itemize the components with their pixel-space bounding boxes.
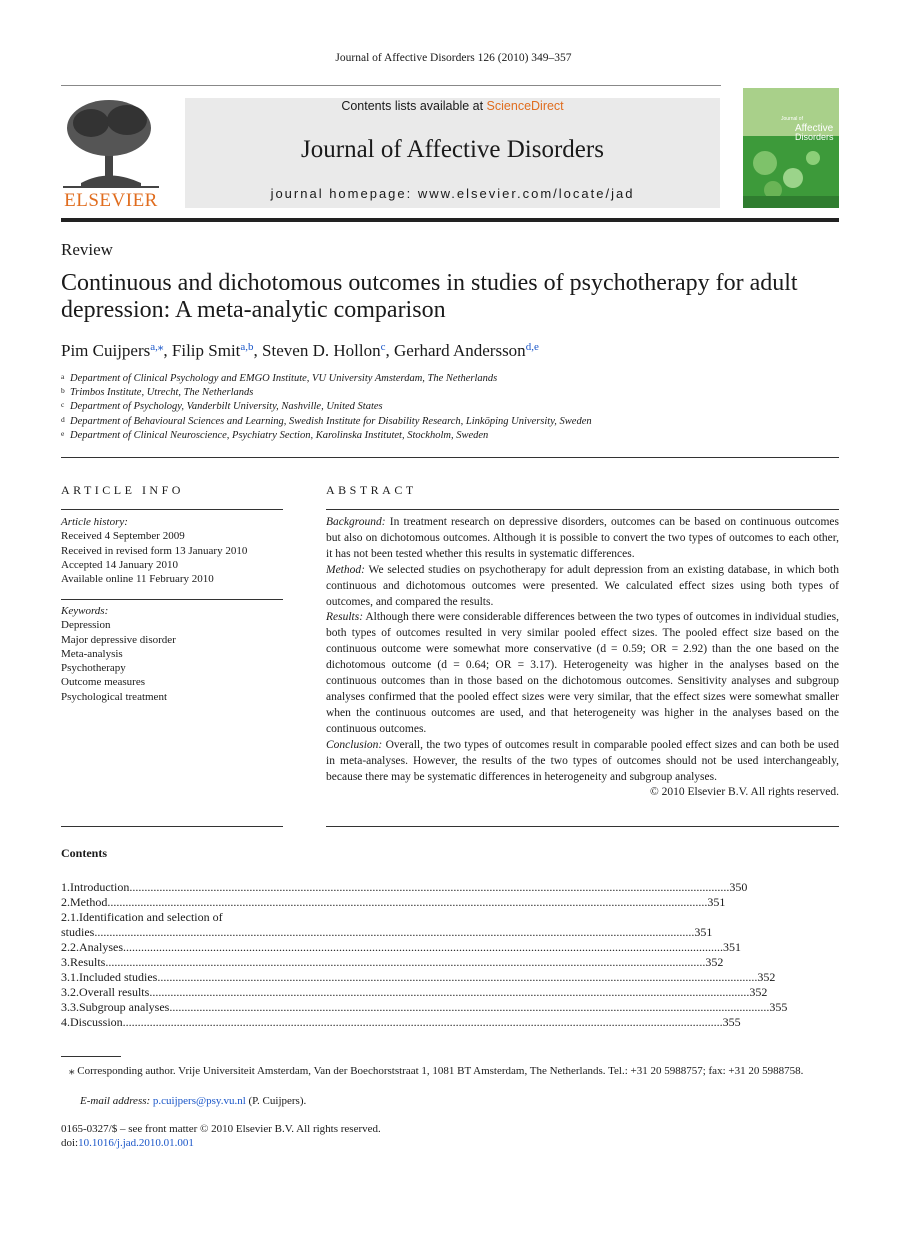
keywords-label: Keywords:	[61, 605, 109, 617]
toc-number: 1.	[61, 880, 70, 894]
results-label: Results:	[326, 611, 364, 624]
toc-page: 355	[722, 1015, 741, 1029]
journal-homepage[interactable]: journal homepage: www.elsevier.com/locate/jad	[270, 186, 635, 201]
keyword-item: Psychotherapy	[61, 662, 126, 675]
abstract-background	[326, 515, 839, 563]
contents-heading: Contents	[61, 846, 108, 860]
toc-number: 3.2.	[61, 985, 79, 999]
toc-page: 352	[757, 970, 776, 984]
contents-available	[185, 99, 720, 113]
keyword-item: Meta-analysis	[61, 647, 123, 660]
abstract-rule	[326, 509, 839, 510]
email-label: E-mail address:	[80, 1095, 151, 1107]
author-name[interactable]: Pim Cuijpers	[61, 341, 151, 360]
abstract-body	[326, 515, 839, 801]
copyright: © 2010 Elsevier B.V. All rights reserved.	[650, 786, 839, 799]
toc-number: 2.2.	[61, 940, 79, 954]
abstract-heading: ABSTRACT	[326, 483, 417, 497]
affiliation-mark: d	[61, 414, 65, 424]
toc-label[interactable]: Identification and selection of studies	[61, 910, 223, 939]
affiliations	[61, 372, 592, 443]
sciencedirect-link[interactable]: ScienceDirect	[486, 99, 564, 113]
toc-label[interactable]: Subgroup analyses	[79, 1000, 170, 1014]
article-history	[61, 515, 283, 586]
affiliation-mark: e	[61, 428, 65, 438]
affiliation-item	[61, 400, 592, 414]
affiliation-text: Trimbos Institute, Utrecht, The Netherlands	[70, 387, 254, 399]
affiliation-mark: c	[61, 400, 65, 410]
author-list	[61, 340, 539, 361]
toc-leader: ........................................................................................................................................................................................................	[129, 880, 730, 894]
toc-label[interactable]: Analyses	[79, 940, 123, 954]
running-header: Journal of Affective Disorders 126 (2010) 349–357	[335, 52, 572, 64]
affiliation-text: Department of Clinical Neuroscience, Psychiatry Section, Karolinska Institutet, Stockholm, Sweden	[70, 429, 489, 441]
author-separator: ,	[385, 341, 394, 360]
author-affiliation-mark[interactable]: d,e	[525, 341, 539, 353]
toc-leader: ........................................................................................................................................................................................................	[94, 925, 695, 939]
cover-title-small: Journal of	[781, 116, 803, 122]
conclusion-text: Overall, the two types of outcomes result in comparable pooled effect sizes and can both be used in meta-analyses. However, the results of the two types of outcomes should not be used interchangeably, because there may be systematic differences in heterogeneity and subgroup analyses.	[326, 738, 839, 783]
toc-number: 2.	[61, 895, 70, 909]
author-separator: ,	[163, 341, 172, 360]
toc-leader: ........................................................................................................................................................................................................	[123, 940, 723, 954]
affiliation-mark: b	[61, 386, 65, 396]
elsevier-wordmark: ELSEVIER	[64, 190, 158, 211]
article-title: Continuous and dichotomous outcomes in studies of psychotherapy for adult depression: A meta-analytic comparison	[61, 270, 798, 323]
history-item: Available online 11 February 2010	[61, 573, 214, 586]
toc-leader: ........................................................................................................................................................................................................	[169, 1000, 770, 1014]
toc-label[interactable]: Method	[70, 895, 108, 909]
journal-cover[interactable]	[743, 88, 839, 208]
method-label: Method:	[326, 563, 365, 576]
corresponding-footnote	[61, 1064, 839, 1079]
toc-page: 352	[705, 955, 724, 969]
doi-line	[61, 1136, 194, 1151]
abstract-method	[326, 563, 839, 611]
abstract-bottom-rule	[326, 826, 839, 827]
author-affiliation-mark[interactable]: c	[380, 341, 386, 353]
toc-number: 2.1.	[61, 910, 79, 924]
contents-prefix: Contents lists available at	[341, 99, 487, 113]
doi-link[interactable]: 10.1016/j.jad.2010.01.001	[78, 1137, 194, 1149]
affiliation-item	[61, 386, 592, 400]
elsevier-logo[interactable]	[61, 98, 161, 210]
toc-row[interactable]	[61, 970, 839, 985]
toc-row[interactable]	[61, 940, 839, 955]
email-footnote	[80, 1094, 306, 1109]
toc-leader: ........................................................................................................................................................................................................	[122, 1015, 723, 1029]
doi-prefix: doi:	[61, 1137, 79, 1149]
article-info-rule	[61, 509, 283, 510]
affiliations-rule	[61, 457, 839, 458]
toc-page: 351	[694, 925, 713, 939]
toc-number: 3.3.	[61, 1000, 79, 1014]
article-info-heading: ARTICLE INFO	[61, 483, 184, 497]
method-text: We selected studies on psychotherapy for adult depression from an existing database, in which both continuous and dichotomous outcomes were presented. We calculated effect sizes using both types of outcomes, and compared the results.	[326, 563, 839, 608]
issn-line: 0165-0327/$ – see front matter © 2010 Elsevier B.V. All rights reserved.	[61, 1123, 381, 1135]
history-item: Received in revised form 13 January 2010	[61, 544, 248, 557]
author-name[interactable]: Gerhard Andersson	[393, 341, 526, 360]
toc-number: 3.1.	[61, 970, 79, 984]
abstract-results	[326, 610, 839, 737]
author-name[interactable]: Steven D. Hollon	[262, 341, 381, 360]
toc-label[interactable]: Introduction	[70, 880, 130, 894]
history-item: Accepted 14 January 2010	[61, 558, 178, 571]
toc-row[interactable]	[61, 955, 839, 970]
cover-title-big: Affective	[795, 123, 834, 134]
toc-number: 4.	[61, 1015, 70, 1029]
email-link[interactable]: p.cuijpers@psy.vu.nl	[152, 1095, 246, 1107]
affiliation-text: Department of Psychology, Vanderbilt University, Nashville, United States	[70, 401, 383, 413]
toc-row[interactable]	[61, 1015, 839, 1030]
cover-title-big2: Disorders	[795, 132, 834, 142]
toc-leader: ........................................................................................................................................................................................................	[157, 970, 758, 984]
author-affiliation-mark[interactable]: a,⁎	[150, 341, 164, 353]
toc-page: 351	[723, 940, 741, 954]
toc-label[interactable]: Included studies	[79, 970, 158, 984]
toc-number: 3.	[61, 955, 70, 969]
history-item: Received 4 September 2009	[61, 530, 185, 543]
toc-label[interactable]: Overall results	[79, 985, 150, 999]
affiliation-text: Department of Behavioural Sciences and Learning, Swedish Institute for Disability Research, Linköping University, Sweden	[70, 415, 592, 427]
header-rule	[61, 85, 721, 86]
toc-row[interactable]	[61, 910, 839, 940]
author-separator: ,	[253, 341, 263, 360]
affiliation-text: Department of Clinical Psychology and EMGO Institute, VU University Amsterdam, The Netherlands	[70, 373, 498, 384]
section-type: Review	[61, 240, 113, 259]
history-label: Article history:	[61, 516, 128, 528]
footnote-mark: ⁎	[69, 1065, 75, 1077]
toc-label[interactable]: Results	[70, 955, 106, 969]
table-of-contents	[61, 880, 839, 1030]
toc-page: 351	[707, 895, 726, 909]
toc-row[interactable]	[61, 985, 839, 1000]
affiliation-item	[61, 372, 592, 386]
affiliation-item	[61, 429, 592, 443]
toc-leader: ........................................................................................................................................................................................................	[107, 895, 708, 909]
affiliation-mark: a	[61, 372, 65, 381]
keyword-item: Depression	[61, 619, 111, 632]
journal-title: Journal of Affective Disorders	[301, 136, 604, 163]
background-label: Background:	[326, 516, 386, 528]
keywords-rule	[61, 599, 283, 600]
conclusion-label: Conclusion:	[326, 738, 383, 751]
keyword-item: Outcome measures	[61, 676, 145, 689]
email-suffix: (P. Cuijpers).	[245, 1095, 307, 1107]
author-name[interactable]: Filip Smit	[171, 341, 241, 360]
corresponding-text: Corresponding author. Vrije Universiteit Amsterdam, Van der Boechorststraat 1, 1081 BT Amsterdam, The Netherlands. Tel.: +31 20 5988757; fax: +31 20 5988758.	[74, 1065, 804, 1077]
toc-row[interactable]	[61, 1000, 839, 1015]
abstract-conclusion	[326, 738, 839, 786]
toc-leader: ........................................................................................................................................................................................................	[105, 955, 706, 969]
masthead-rule	[61, 218, 839, 222]
affiliation-item	[61, 415, 592, 429]
toc-page: 352	[749, 985, 768, 999]
footnote-rule	[61, 1056, 121, 1057]
info-bottom-rule	[61, 826, 283, 827]
keyword-item: Psychological treatment	[61, 690, 167, 703]
toc-page: 355	[769, 1000, 788, 1014]
toc-page: 350	[729, 880, 748, 894]
toc-row[interactable]	[61, 880, 839, 895]
background-text: In treatment research on depressive disorders, outcomes can be based on continuous outcomes but also on dichotomous outcomes. Although it is possible to convert the two types of outcomes to each other, it has not been tested whether this results in systematic differences.	[326, 516, 839, 560]
author-affiliation-mark[interactable]: a,b	[240, 341, 254, 353]
keyword-item: Major depressive disorder	[61, 633, 176, 646]
results-text: Although there were considerable differences between the two types of outcomes in individual studies, both types of outcomes resulted in very similar pooled effect sizes. The pooled effect size based on the continuous outcome were somewhat more conservative (d = 0.59; OR = 2.92) than the one based on the dichotomous outcome (d = 0.64; OR = 3.17). Heterogeneity was higher in the analyses based on the continuous outcomes than in those based on the dichotomous outcomes. Sensitivity analyses and subgroup analyses confirmed that the pooled effect sizes were very similar, that the effect sizes were somewhat smaller when the continuous outcomes are used, and that heterogeneity was higher in the analyses based on the continuous outcomes.	[326, 611, 839, 735]
keywords-block	[61, 604, 283, 704]
toc-leader: ........................................................................................................................................................................................................	[149, 985, 750, 999]
cover-image-icon	[743, 88, 839, 208]
toc-label[interactable]: Discussion	[70, 1015, 123, 1029]
toc-row[interactable]	[61, 895, 839, 910]
